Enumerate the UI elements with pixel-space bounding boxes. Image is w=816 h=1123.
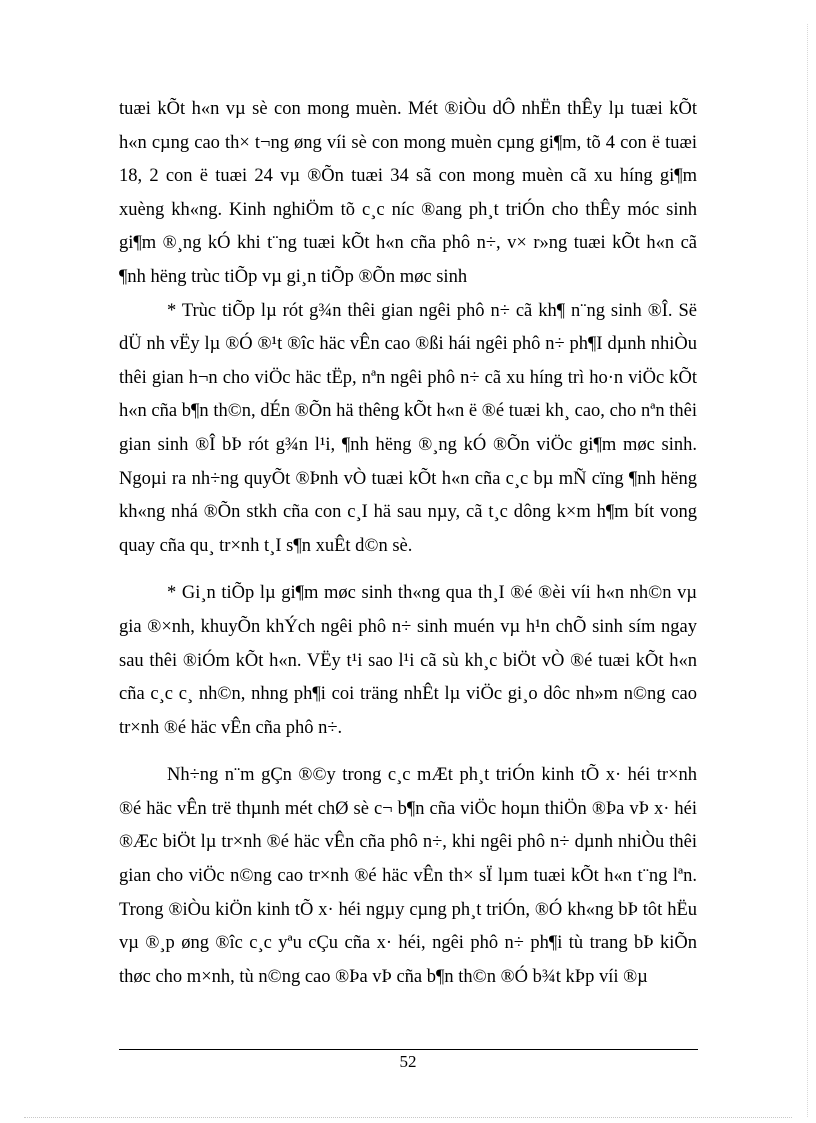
- body-text: [119, 93, 697, 994]
- page-border-right: [807, 24, 808, 1117]
- paragraph: tuæi kÕt h«n vµ sè con mong muèn. Mét ®iÒu dÔ nhËn thÊy lµ tuæi kÕt h«n cµng cao th× t¬ng øng víi sè con mong muèn cµng gi¶m, tõ 4 con ë tuæi 18, 2 con ë tuæi 24 vµ ®Õn tuæi 34 sã con mong muèn cã xu híng gi¶m xuèng kh«ng. Kinh nghiÖm tõ c¸c níc ®ang ph¸t triÓn cho thÊy móc sinh gi¶m ®¸ng kÓ khi t¨ng tuæi kÕt h«n cña phô n÷, v× r»ng tuæi kÕt h«n cã ¶nh hëng trùc tiÕp vµ gi¸n tiÕp ®Õn møc sinh: [119, 99, 697, 287]
- page-border-bottom: [24, 1117, 792, 1118]
- paragraph: * Gi¸n tiÕp lµ gi¶m møc sinh th«ng qua th¸I ®é ®èi víi h«n nh©n vµ gia ®×nh, khuyÕn khÝch ngêi phô n÷ sinh muén vµ h¹n chÕ sinh sím ngay sau thêi ®iÓm kÕt h«n. VËy t¹i sao l¹i cã sù kh¸c biÖt vÒ ®é tuæi kÕt h«n cña c¸c c¸ nh©n, nhng ph¶i coi träng nhÊt lµ viÖc gi¸o dôc nh»m n©ng cao tr×nh ®é häc vÊn cña phô n÷.: [119, 583, 697, 738]
- paragraph: Nh÷ng n¨m gÇn ®©y trong c¸c mÆt ph¸t triÓn kinh tÕ x· héi tr×nh ®é häc vÊn trë thµnh mét chØ sè c¬ b¶n cña viÖc hoµn thiÖn ®Þa vÞ x· héi ®Æc biÖt lµ tr×nh ®é häc vÊn cña phô n÷, khi ngêi phô n÷ dµnh nhiÒu thêi gian cho viÖc n©ng cao tr×nh ®é häc vÊn th× sÏ lµm tuæi kÕt h«n t¨ng lªn. Trong ®iÒu kiÖn kinh tÕ x· héi ngµy cµng ph¸t triÓn, ®Ó kh«ng bÞ tôt hËu vµ ®¸p øng ®îc c¸c yªu cÇu cña x· héi, ngêi phô n÷ ph¶i tù trang bÞ kiÕn thøc cho m×nh, tù n©ng cao ®Þa vÞ cña b¶n th©n ®Ó b¾t kÞp víi ®µ: [119, 765, 697, 987]
- footer-divider: [119, 1049, 698, 1050]
- page-number: 52: [399, 1052, 417, 1071]
- paragraph: * Trùc tiÕp lµ rót g¾n thêi gian ngêi phô n÷ cã kh¶ n¨ng sinh ®Î. Së dÜ nh vËy lµ ®Ó ®¹t ®îc häc vÊn cao ®ßi hái ngêi phô n÷ ph¶I dµnh nhiÒu thêi gian h¬n cho viÖc häc tËp, nªn ngêi phô n÷ cã xu híng trì ho·n viÖc kÕt h«n cña b¶n th©n, dÉn ®Õn hä thêng kÕt h«n ë ®é tuæi kh¸ cao, cho nªn thêi gian sinh ®Î bÞ rót g¾n l¹i, ¶nh hëng ®¸ng kÓ ®Õn viÖc gi¶m møc sinh. Ngoµi ra nh÷ng quyÕt ®Þnh vÒ tuæi kÕt h«n cña c¸c bµ mÑ cïng ¶nh hëng kh«ng nhá ®Õn stkh cña con c¸I hä sau nµy, cã t¸c dông k×m h¶m bít vong quay cña qu¸ tr×nh t¸I s¶n xuÊt d©n sè.: [119, 300, 697, 556]
